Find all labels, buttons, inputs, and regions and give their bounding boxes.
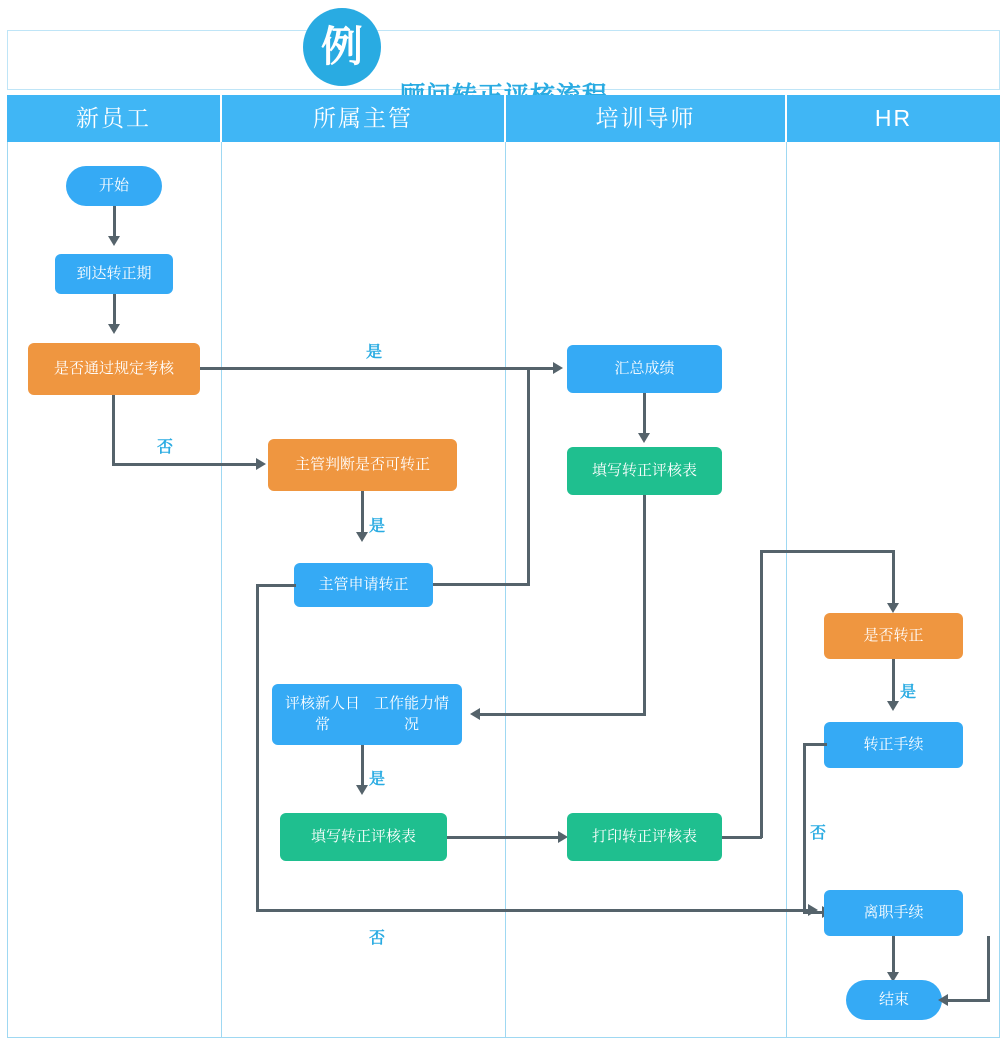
node-regular-procedure[interactable]: 转正手续	[824, 722, 963, 768]
arrowhead-confirm-yes	[887, 701, 899, 711]
node-leave-procedure[interactable]: 离职手续	[824, 890, 963, 936]
lane-body-trainer	[506, 142, 787, 1038]
edge-label-confirm-yes: 是	[900, 684, 917, 701]
arrowhead-start-to-reach	[108, 236, 120, 246]
edge-exam-no-v	[112, 395, 115, 466]
edge-print-right	[722, 836, 762, 839]
edge-hr-down	[892, 550, 895, 605]
edge-label-eval-yes: 是	[369, 771, 386, 788]
edge-label-confirm-no: 否	[810, 825, 827, 842]
arrowhead-end-feedback	[938, 994, 948, 1006]
edge-loop-h-top	[258, 584, 296, 587]
arrowhead-exam-yes	[553, 362, 563, 374]
edge-regular-no-v	[803, 743, 806, 913]
edge-label-loop-no: 否	[369, 930, 386, 947]
edge-leave-to-end	[892, 936, 895, 974]
edge-loop-h-bottom	[256, 909, 812, 912]
edge-regular-no-h1	[803, 743, 827, 746]
edge-eval-to-form	[361, 745, 364, 787]
lane-header-hr: HR	[787, 95, 1000, 142]
edge-label-exam-yes: 是	[366, 344, 383, 361]
edge-start-to-reach	[113, 206, 116, 238]
edge-judge-to-apply	[361, 491, 364, 534]
node-evaluate-daily[interactable]	[272, 684, 462, 745]
node-supervisor-judge[interactable]: 主管判断是否可转正	[268, 439, 457, 491]
edge-trainerform-down	[643, 495, 646, 716]
arrowhead-trainerform-to-eval	[470, 708, 480, 720]
edge-label-judge-yes: 是	[369, 518, 386, 535]
edge-trainerform-left	[476, 713, 646, 716]
lane-header-new-employee: 新员工	[7, 95, 222, 142]
edge-end-feedback-v	[987, 936, 990, 1000]
edge-sum-back-v	[527, 368, 530, 585]
node-reach-date[interactable]: 到达转正期	[55, 254, 173, 294]
edge-sum-back-h	[433, 583, 530, 586]
lane-header-supervisor: 所属主管	[222, 95, 506, 142]
node-evaluate-daily-line2: 工作能力情况	[373, 695, 449, 733]
arrowhead-reach-to-exam	[108, 324, 120, 334]
edge-exam-yes	[200, 367, 555, 370]
title-bar	[7, 30, 1000, 90]
edge-supform-to-print	[447, 836, 560, 839]
node-supervisor-apply[interactable]: 主管申请转正	[294, 563, 433, 607]
node-pass-exam[interactable]: 是否通过规定考核	[28, 343, 200, 395]
edge-end-right	[942, 999, 990, 1002]
arrowhead-exam-no	[256, 458, 266, 470]
edge-loop-v	[256, 584, 259, 912]
arrowhead-to-confirm	[887, 603, 899, 613]
edge-confirm-yes-v	[892, 659, 895, 703]
node-print-form[interactable]: 打印转正评核表	[567, 813, 722, 861]
arrowhead-judge-to-apply	[356, 532, 368, 542]
node-confirm-regular[interactable]: 是否转正	[824, 613, 963, 659]
node-end[interactable]: 结束	[846, 980, 942, 1020]
node-start[interactable]: 开始	[66, 166, 162, 206]
node-trainer-fill-form[interactable]: 填写转正评核表	[567, 447, 722, 495]
node-supervisor-fill-form[interactable]: 填写转正评核表	[280, 813, 447, 861]
example-badge: 例	[303, 8, 381, 86]
edge-label-exam-no: 否	[157, 439, 174, 456]
arrowhead-sum-to-form	[638, 433, 650, 443]
edge-reach-to-exam	[113, 294, 116, 326]
edge-sum-to-form	[643, 393, 646, 435]
arrowhead-loop-to-leave	[808, 904, 818, 916]
node-summarize-score[interactable]: 汇总成绩	[567, 345, 722, 393]
lane-header-trainer: 培训导师	[506, 95, 787, 142]
edge-print-to-hr-h	[760, 550, 895, 553]
edge-exam-no-h	[112, 463, 259, 466]
arrowhead-eval-to-form	[356, 785, 368, 795]
edge-print-up	[760, 550, 763, 838]
node-evaluate-daily-line1: 评核新人日常	[284, 695, 360, 733]
